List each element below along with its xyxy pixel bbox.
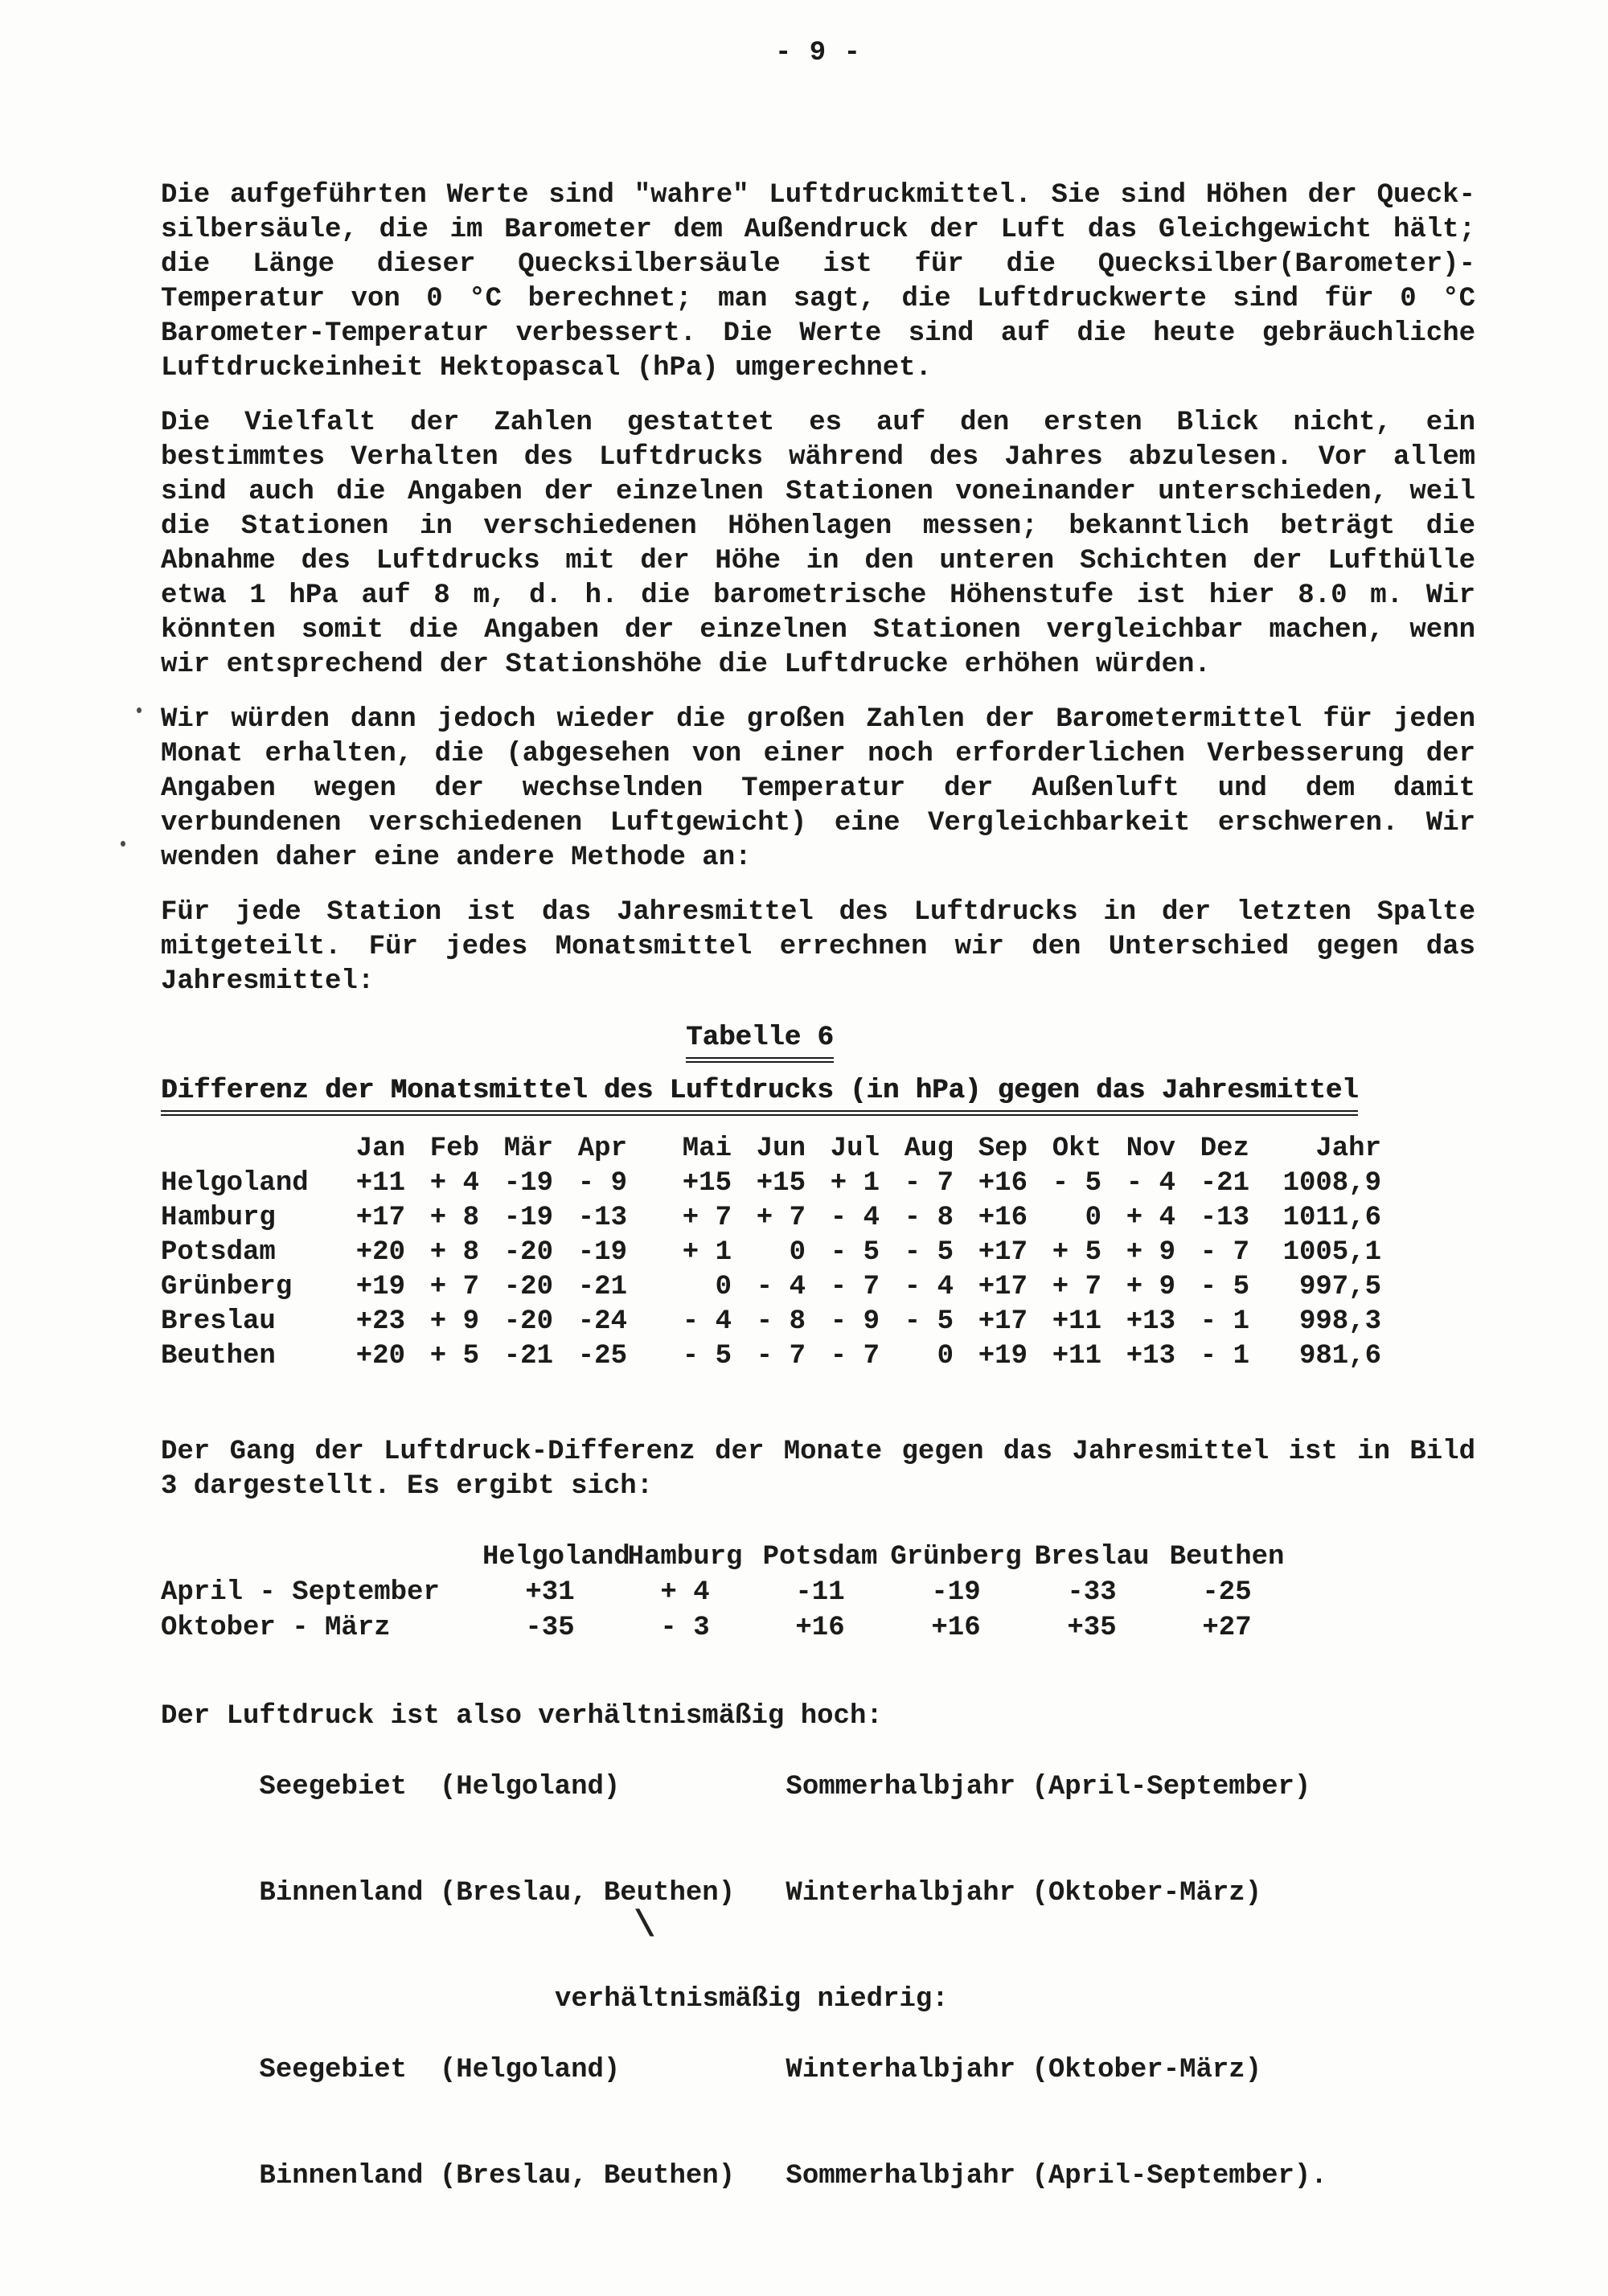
column-header: Jahr [1315,1134,1381,1164]
seasonal-value: -19 [931,1577,981,1608]
table6-subtitle [161,1074,1359,1116]
pressure-value: + 1 [830,1168,880,1199]
season-label: Sommerhalbjahr (April-September). [786,2161,1327,2191]
station-name: Grünberg [161,1272,293,1302]
seasonal-value: +31 [525,1577,575,1608]
pressure-value: + 8 [429,1203,479,1233]
seasonal-value: +16 [795,1613,845,1643]
column-header: Feb [429,1134,479,1164]
table6-subtitle-text: Differenz der Monatsmittel des Luftdrucks (in hPa) gegen das Jahresmittel [161,1074,1358,1116]
pressure-value: +20 [355,1341,405,1371]
seasonal-value: -25 [1202,1577,1252,1608]
station-name: Breslau [161,1306,276,1337]
text-line: Jahresmittel: [161,966,375,997]
pressure-value: +20 [355,1237,405,1268]
table-header-row [161,1540,1294,1575]
pressure-value: 0 [715,1272,732,1302]
text-line: Barometer-Temperatur verbessert. Die Werte sind auf die heute gebräuchliche [161,318,1475,349]
pressure-value: + 9 [1126,1272,1175,1302]
pressure-value: -19 [577,1237,627,1268]
conclusion-row [161,1840,1475,1946]
annual-mean-value: 1005,1 [1282,1237,1381,1268]
table-header-row [161,1132,1381,1166]
column-header: Breslau [1034,1542,1150,1572]
pressure-value: + 5 [1052,1237,1101,1268]
column-header: Jun [756,1134,806,1164]
station-name: Beuthen [161,1341,276,1371]
pressure-value: +16 [978,1168,1028,1199]
pressure-value: - 4 [904,1272,954,1302]
column-header: Aug [904,1134,954,1164]
pressure-value: + 7 [1052,1272,1101,1302]
pressure-value: + 4 [429,1168,479,1199]
pressure-value: - 1 [1200,1306,1249,1337]
pressure-value: +15 [682,1168,732,1199]
text-line: Temperatur von 0 °C berechnet; man sagt, die Luftdruckwerte sind für 0 °C [161,284,1475,314]
pressure-value: - 4 [1126,1168,1175,1199]
stray-pen-mark: \ [634,1905,656,1947]
pressure-value: + 5 [429,1341,479,1371]
text-line: Luftdruckeinheit Hektopascal (hPa) umgerechnet. [161,353,932,383]
season-range-label: Oktober - März [161,1613,391,1643]
annual-mean-value: 1008,9 [1282,1168,1381,1199]
table-row [161,1575,1294,1610]
region-label: Seegebiet (Helgoland) [259,1772,621,1802]
text-line: könnten somit die Angaben der einzelnen Stationen vergleichbar machen, wenn [161,615,1475,646]
season-range-label: April - September [161,1577,440,1608]
pressure-value: +15 [756,1168,806,1199]
seasonal-value: +16 [931,1613,981,1643]
column-header: Potsdam [762,1542,878,1572]
pressure-value: - 8 [904,1203,954,1233]
pressure-value: +17 [355,1203,405,1233]
table6-caption [161,1021,1359,1063]
table-row [161,1339,1381,1374]
pressure-value: - 7 [830,1341,880,1371]
pressure-value: -13 [1200,1203,1249,1233]
scan-speck [137,707,142,713]
table-row [161,1236,1381,1270]
pressure-value: - 5 [904,1306,954,1337]
text-line: Der Gang der Luftdruck-Differenz der Monate gegen das Jahresmittel ist in Bild [161,1437,1475,1467]
pressure-value: - 7 [1200,1237,1249,1268]
pressure-value: +19 [355,1272,405,1302]
text-line: die Länge dieser Quecksilbersäule ist für die Quecksilber(Barometer)- [161,249,1475,280]
pressure-value: - 5 [1200,1272,1249,1302]
table-row [161,1610,1294,1646]
seasonal-value: +35 [1067,1613,1117,1643]
text-line: silbersäule, die im Barometer dem Außendruck der Luft das Gleichgewicht hält; [161,215,1475,245]
station-name: Potsdam [161,1237,276,1268]
seasonal-value: + 4 [660,1577,710,1608]
column-header: Dez [1200,1134,1249,1164]
column-header: Mai [682,1134,732,1164]
conclusion-row [161,2017,1475,2123]
pressure-value: +17 [978,1306,1028,1337]
figure-reference-paragraph [161,1435,1475,1504]
pressure-value: - 7 [756,1341,806,1371]
conclusion-row [161,2123,1475,2229]
seasonal-value: -35 [525,1613,575,1643]
paragraph-4 [161,896,1475,999]
region-label: Binnenland (Breslau, Beuthen) [259,1878,736,1909]
pressure-value: -21 [503,1341,553,1371]
pressure-value: + 9 [1126,1237,1175,1268]
pressure-value: 0 [937,1341,954,1371]
text-line: 3 dargestellt. Es ergibt sich: [161,1471,654,1502]
pressure-value: + 7 [682,1203,732,1233]
pressure-value: + 8 [429,1237,479,1268]
column-header: Okt [1052,1134,1101,1164]
pressure-value: -21 [577,1272,627,1302]
seasonal-value: -33 [1067,1577,1117,1608]
pressure-value: - 7 [830,1272,880,1302]
pressure-value: +19 [978,1341,1028,1371]
pressure-value: -20 [503,1237,553,1268]
pressure-value: + 9 [429,1306,479,1337]
column-header: Apr [577,1134,627,1164]
pressure-value: + 7 [429,1272,479,1302]
table-row [161,1305,1381,1339]
column-header: Sep [978,1134,1028,1164]
pressure-value: 0 [1085,1203,1101,1233]
pressure-value: - 4 [830,1203,880,1233]
region-label: Binnenland (Breslau, Beuthen) [259,2161,736,2191]
text-line: wenden daher eine andere Methode an: [161,843,752,873]
corner-cell [161,1540,482,1575]
pressure-value: +23 [355,1306,405,1337]
annual-mean-value: 981,6 [1298,1341,1381,1371]
pressure-value: -13 [577,1203,627,1233]
column-header: Grünberg [890,1542,1022,1572]
seasonal-value: - 3 [660,1613,710,1643]
pressure-value: - 7 [904,1168,954,1199]
column-header: Jan [355,1134,405,1164]
pressure-value: - 4 [682,1306,732,1337]
season-label: Sommerhalbjahr (April-September) [786,1772,1311,1802]
corner-cell [161,1132,331,1166]
text-line: die Stationen in verschiedenen Höhenlagen messen; bekanntlich beträgt die [161,511,1475,542]
pressure-value: +13 [1126,1341,1175,1371]
pressure-value: - 5 [904,1237,954,1268]
pressure-value: - 9 [830,1306,880,1337]
text-line: etwa 1 hPa auf 8 m, d. h. die barometrische Höhenstufe ist hier 8.0 m. Wir [161,580,1475,611]
page-number: - 9 - [774,38,862,68]
column-header: Helgoland [482,1542,630,1572]
pressure-value: +11 [355,1168,405,1199]
pressure-value: 0 [789,1237,806,1268]
paragraph-1 [161,178,1475,386]
pressure-value: +11 [1052,1341,1101,1371]
scan-speck [121,841,125,847]
column-header: Nov [1126,1134,1175,1164]
season-label: Winterhalbjahr (Oktober-März) [786,1878,1262,1909]
pressure-value: +16 [978,1203,1028,1233]
pressure-value: - 9 [577,1168,627,1199]
annual-mean-value: 1011,6 [1282,1203,1381,1233]
text-line: sind auch die Angaben der einzelnen Stationen voneinander unterschieden, weil [161,477,1475,507]
text-line: Die aufgeführten Werte sind "wahre" Luftdruckmittel. Sie sind Höhen der Queck- [161,180,1475,211]
pressure-value: - 5 [682,1341,732,1371]
text-line: wir entsprechend der Stationshöhe die Luftdrucke erhöhen würden. [161,650,1211,680]
annual-mean-value: 998,3 [1298,1306,1381,1337]
text-line: Die Vielfalt der Zahlen gestattet es auf den ersten Blick nicht, ein [161,408,1475,438]
pressure-value: - 8 [756,1306,806,1337]
seasonal-sums-table [161,1540,1294,1646]
text-line: mitgeteilt. Für jedes Monatsmittel errechnen wir den Unterschied gegen das [161,932,1475,962]
pressure-difference-table [161,1132,1381,1374]
text-line: Monat erhalten, die (abgesehen von einer noch erforderlichen Verbesserung der [161,739,1475,769]
season-label: Winterhalbjahr (Oktober-März) [786,2055,1262,2085]
pressure-value: -20 [503,1306,553,1337]
annual-mean-value: 997,5 [1298,1272,1381,1302]
pressure-value: -24 [577,1306,627,1337]
pressure-value: - 5 [1052,1168,1101,1199]
table6-section [161,1021,1381,1374]
table-row [161,1201,1381,1236]
pressure-value: - 4 [756,1272,806,1302]
table6-caption-text: Tabelle 6 [686,1021,834,1063]
text-line: bestimmtes Verhalten des Luftdrucks während des Jahres abzulesen. Vor allem [161,442,1475,473]
column-header: Hamburg [627,1542,743,1572]
pressure-value: -25 [577,1341,627,1371]
pressure-value: - 5 [830,1237,880,1268]
pressure-value: - 1 [1200,1341,1249,1371]
station-name: Hamburg [161,1203,276,1233]
text-line: Angaben wegen der wechselnden Temperatur der Außenluft und dem damit [161,773,1475,804]
region-label: Seegebiet (Helgoland) [259,2055,621,2085]
conclusion-low-heading: verhältnismäßig niedrig: [555,1984,949,2015]
pressure-value: + 4 [1126,1203,1175,1233]
column-header: Jul [830,1134,880,1164]
pressure-value: -19 [503,1203,553,1233]
station-name: Helgoland [161,1168,309,1199]
pressure-value: +11 [1052,1306,1101,1337]
seasonal-value: -11 [795,1577,845,1608]
column-header: Mär [503,1134,553,1164]
pressure-value: +17 [978,1237,1028,1268]
paragraph-2 [161,406,1475,683]
conclusion-row [161,1734,1475,1840]
text-line: Abnahme des Luftdrucks mit der Höhe in den unteren Schichten der Lufthülle [161,546,1475,576]
pressure-value: -20 [503,1272,553,1302]
seasonal-value: +27 [1202,1613,1252,1643]
pressure-value: + 7 [756,1203,806,1233]
text-line: verbundenen verschiedenen Luftgewicht) eine Vergleichbarkeit erschweren. Wir [161,808,1475,838]
pressure-value: -19 [503,1168,553,1199]
pressure-value: + 1 [682,1237,732,1268]
table-row [161,1166,1381,1201]
conclusion-low [161,1982,1475,2229]
text-line: Wir würden dann jedoch wieder die großen Zahlen der Barometermittel für jeden [161,704,1475,735]
table-row [161,1270,1381,1305]
conclusion-high [161,1699,1475,1946]
paragraph-3 [161,703,1475,875]
column-header: Beuthen [1169,1542,1285,1572]
text-line: Für jede Station ist das Jahresmittel des Luftdrucks in der letzten Spalte [161,897,1475,928]
pressure-value: -21 [1200,1168,1249,1199]
conclusion-high-heading: Der Luftdruck ist also verhältnismäßig hoch: [161,1701,883,1732]
pressure-value: +13 [1126,1306,1175,1337]
pressure-value: +17 [978,1272,1028,1302]
